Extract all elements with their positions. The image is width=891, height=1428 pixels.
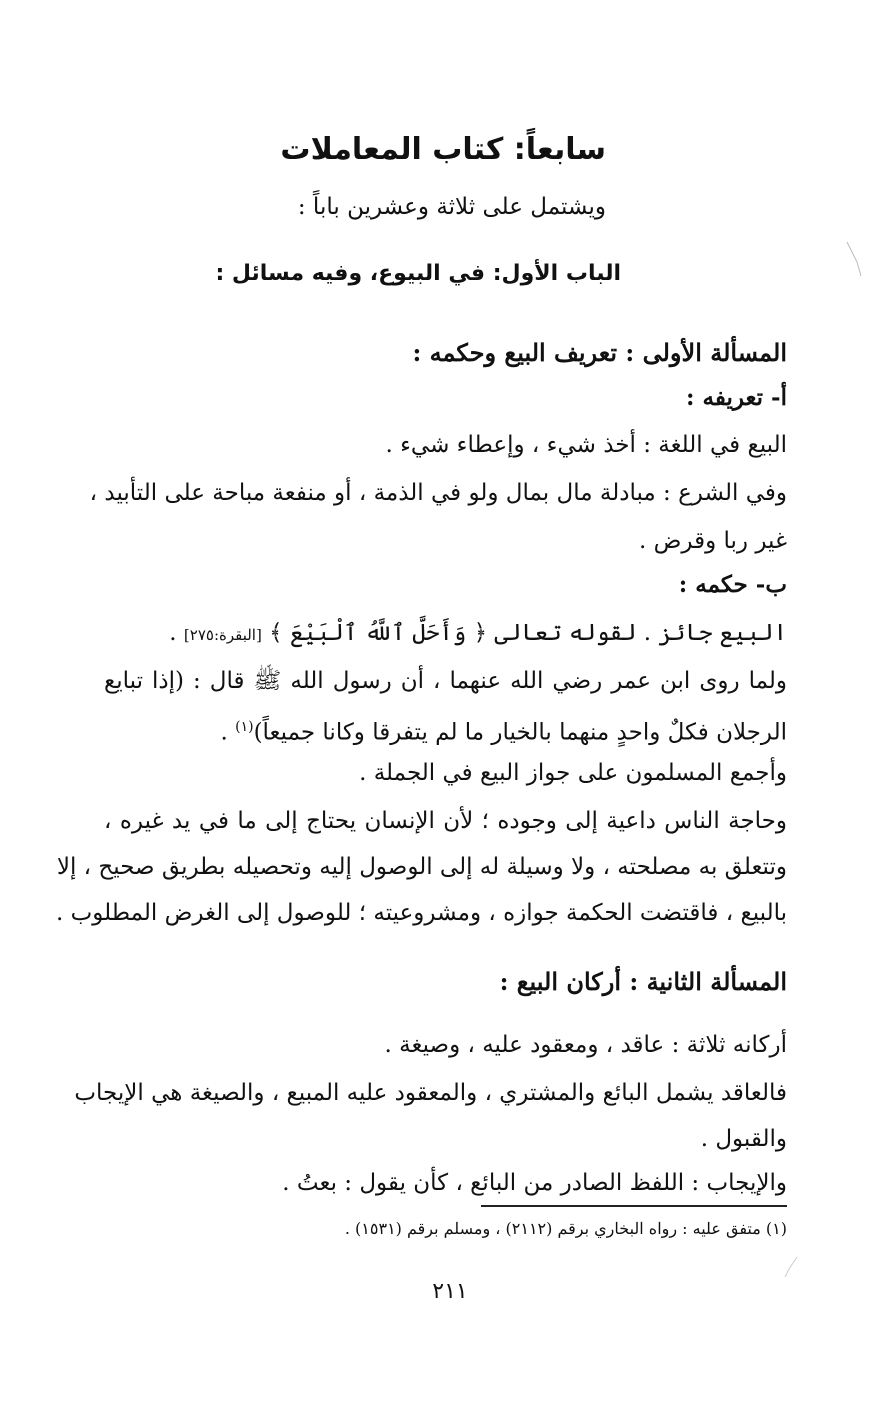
hadith-end: . [220, 719, 228, 746]
offer-definition: والإيجاب : اللفظ الصادر من البائع ، كأن يقول : بعتُ . [282, 1170, 787, 1196]
chapter-heading: الباب الأول: في البيوع، وفيه مسائل : [215, 261, 621, 286]
need-line-3: بالبيع ، فاقتضت الحكمة جوازه ، ومشروعيته ؛ للوصول إلى الغرض المطلوب . [55, 900, 787, 926]
need-line-1: وحاجة الناس داعية إلى وجوده ؛ لأن الإنسان يحتاج إلى ما في يد غيره ، [104, 808, 787, 834]
ruling-text: البيع جائز . لقوله تعالى ﴿ وَأَحَلَّ ٱللَّهُ ٱلْبَيْعَ ﴾ [269, 620, 787, 646]
ruling-statement [169, 618, 787, 650]
hadith-line-1: ولما روى ابن عمر رضي الله عنهما ، أن رسول الله ﷺ قال : (إذا تبايع [104, 668, 787, 694]
need-line-2: وتتعلق به مصلحته ، ولا وسيلة له إلى الوصول إليه وتحصيله بطريق صحيح ، إلا [56, 854, 787, 880]
scan-speck [845, 240, 863, 280]
legal-definition-line-1: وفي الشرع : مبادلة مال بمال ولو في الذمة ، أو منفعة مباحة على التأبيد ، [89, 480, 787, 506]
scan-speck [783, 1255, 801, 1295]
consensus-statement: وأجمع المسلمون على جواز البيع في الجملة . [359, 760, 787, 786]
section-subtitle: ويشتمل على ثلاثة وعشرين باباً : [297, 194, 606, 220]
hadith-text: الرجلان فكلٌ واحدٍ منهما بالخيار ما لم يتفرقا وكانا جميعاً) [253, 719, 787, 746]
linguistic-definition: البيع في اللغة : أخذ شيء ، وإعطاء شيء . [385, 432, 787, 458]
quran-reference: [البقرة:٢٧٥] [183, 626, 262, 644]
question-1-heading: المسألة الأولى : تعريف البيع وحكمه : [412, 338, 787, 367]
ruling-subheading: ب- حكمه : [678, 571, 787, 598]
ruling-end: . [169, 620, 177, 646]
legal-definition-line-2: غير ربا وقرض . [638, 528, 787, 554]
question-2-heading: المسألة الثانية : أركان البيع : [499, 967, 787, 996]
contractor-line-2: والقبول . [700, 1126, 787, 1152]
page-number: ٢١١ [432, 1279, 468, 1304]
section-title: سابعاً: كتاب المعاملات [280, 132, 606, 167]
contractor-line-1: فالعاقد يشمل البائع والمشتري ، والمعقود عليه المبيع ، والصيغة هي الإيجاب [74, 1080, 787, 1106]
footnote: (١) متفق عليه : رواه البخاري برقم (٢١١٢) ، ومسلم برقم (١٥٣١) . [344, 1219, 787, 1238]
footnote-marker: (١) [235, 719, 254, 735]
hadith-line-2 [220, 712, 787, 748]
pillars-statement: أركانه ثلاثة : عاقد ، ومعقود عليه ، وصيغة . [384, 1032, 787, 1058]
definition-subheading: أ- تعريفه : [686, 384, 787, 411]
footnote-divider [481, 1205, 787, 1207]
